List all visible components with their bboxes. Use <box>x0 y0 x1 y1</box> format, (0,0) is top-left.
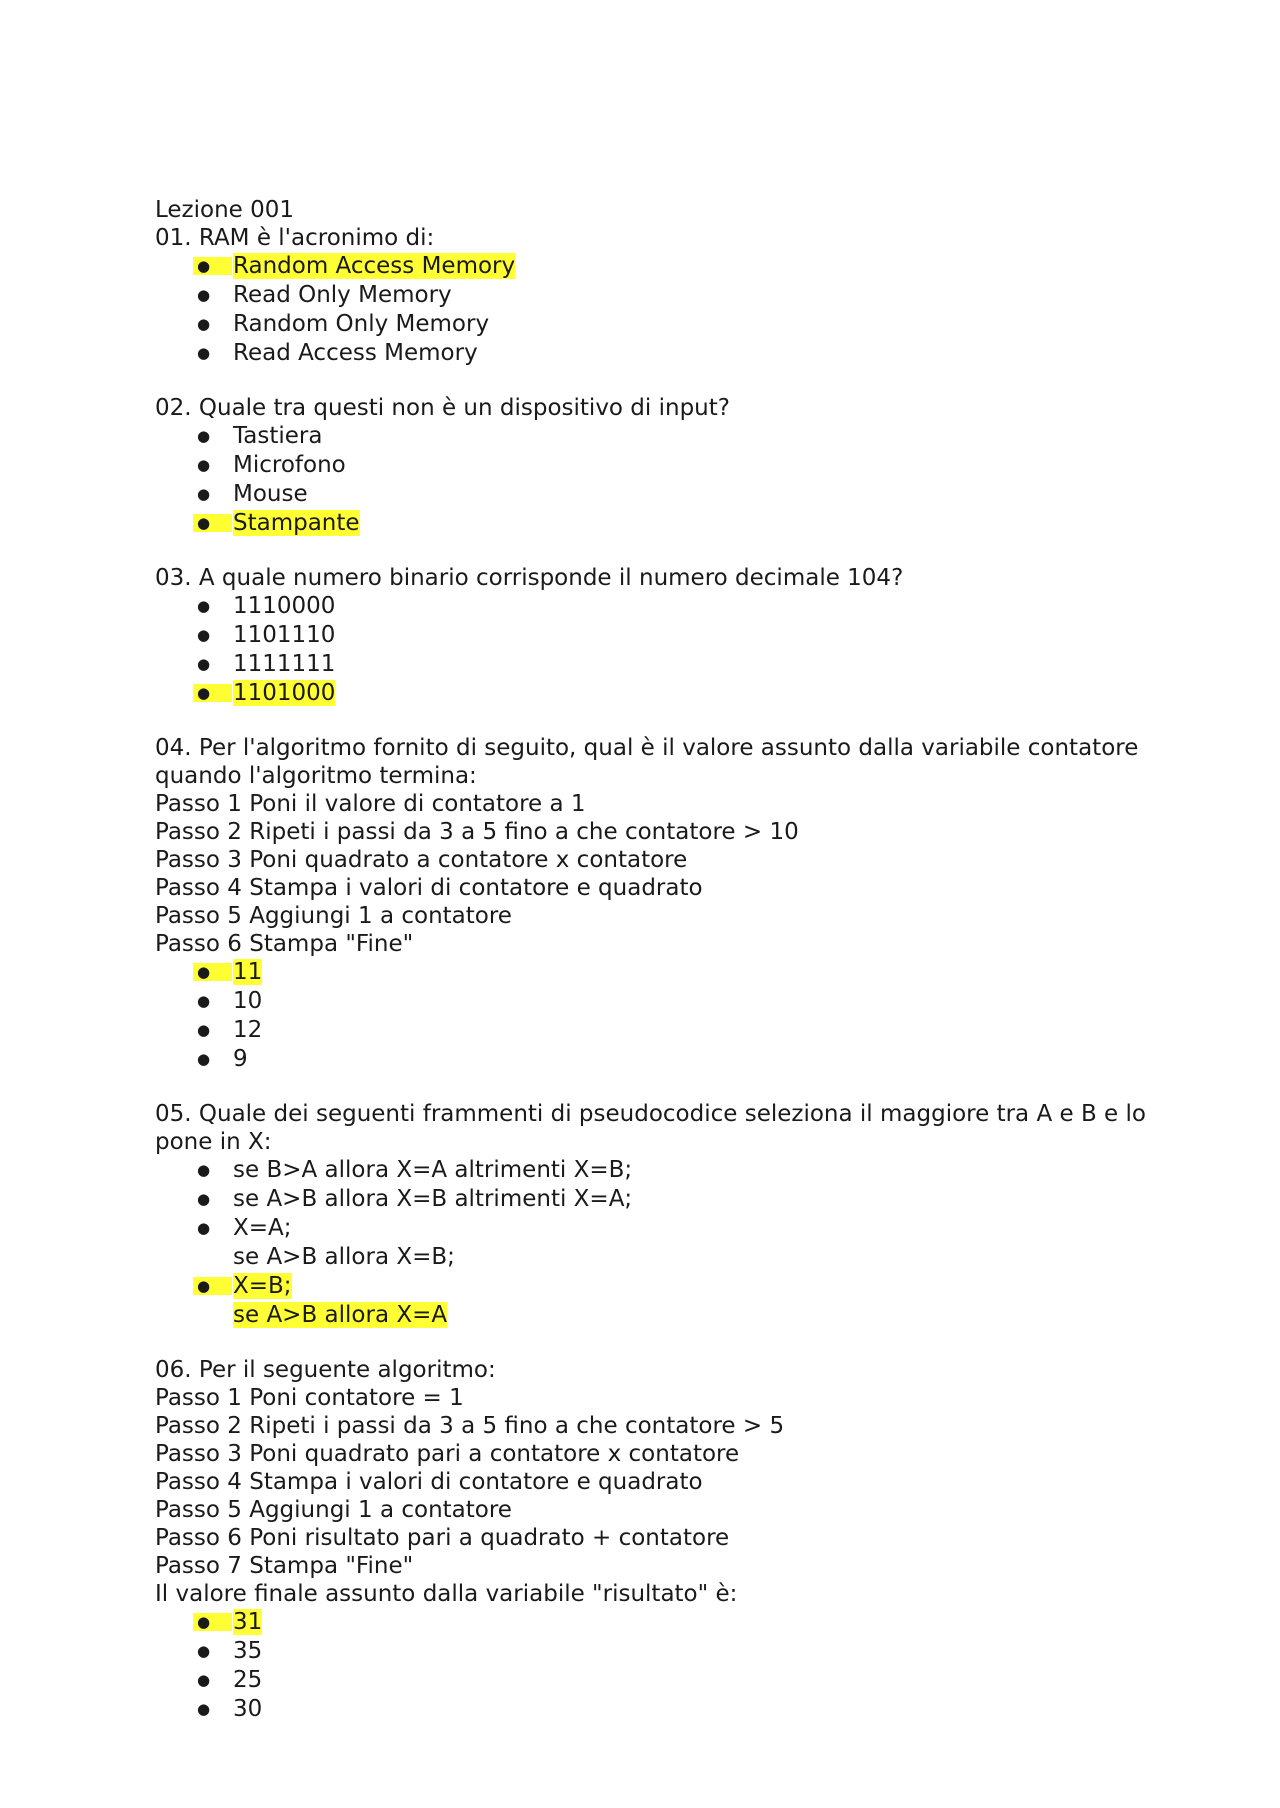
answer-option <box>155 1214 1135 1272</box>
answer-option-correct <box>155 1608 1135 1637</box>
bullet-icon: ● <box>197 679 233 710</box>
bullet-icon: ● <box>197 958 233 989</box>
bullet-icon: ● <box>197 427 211 445</box>
question-prompt-line: pone in X: <box>155 1129 272 1155</box>
question-prompt-line: Passo 4 Stampa i valori di contatore e quadrato <box>155 875 703 901</box>
question-prompt-line: Passo 1 Poni contatore = 1 <box>155 1385 464 1411</box>
bullet-icon: ● <box>197 655 211 673</box>
answer-option <box>155 310 1135 339</box>
bullet-icon: ● <box>197 1161 211 1179</box>
bullet-icon: ● <box>197 1608 233 1639</box>
question-block <box>155 1356 1135 1724</box>
answer-option-text: 12 <box>233 1017 263 1043</box>
question-prompt-line: 02. Quale tra questi non è un dispositivo di input? <box>155 395 730 421</box>
answer-option-text: 1101110 <box>233 622 336 648</box>
answer-option <box>155 339 1135 368</box>
answer-option-text: X=A; <box>233 1215 292 1241</box>
answer-option-correct <box>155 1272 1135 1330</box>
bullet-icon: ● <box>197 626 211 644</box>
bullet-icon: ● <box>197 485 211 503</box>
question-list <box>155 224 1146 1724</box>
lesson-title: Lezione 001 <box>155 197 295 223</box>
question-prompt-line: Passo 2 Ripeti i passi da 3 a 5 fino a che contatore > 10 <box>155 819 799 845</box>
answer-option <box>155 592 1135 621</box>
question-prompt-line: Passo 7 Stampa "Fine" <box>155 1553 414 1579</box>
bullet-icon: ● <box>197 315 211 333</box>
bullet-icon: ● <box>197 1700 211 1718</box>
answer-option <box>155 621 1135 650</box>
answer-option-text: 25 <box>233 1667 263 1693</box>
answer-option-text: Random Access Memory <box>233 253 516 279</box>
bullet-icon: ● <box>197 992 211 1010</box>
answer-option-text: Read Only Memory <box>233 282 452 308</box>
answer-option <box>155 1637 1135 1666</box>
bullet-icon: ● <box>197 597 211 615</box>
answer-option-correct <box>155 509 1135 538</box>
bullet-icon: ● <box>197 1671 211 1689</box>
bullet-icon: ● <box>197 1021 211 1039</box>
answer-options <box>155 1608 1135 1724</box>
question-prompt-line: 01. RAM è l'acronimo di: <box>155 225 435 251</box>
bullet-icon: ● <box>197 1219 211 1237</box>
question-prompt-line: Passo 5 Aggiungi 1 a contatore <box>155 1497 512 1523</box>
bullet-icon: ● <box>197 252 233 283</box>
question-prompt-line: Passo 6 Stampa "Fine" <box>155 931 414 957</box>
answer-option-text: 10 <box>233 988 263 1014</box>
answer-option-text: 9 <box>233 1046 248 1072</box>
bullet-icon: ● <box>197 1050 211 1068</box>
answer-option <box>155 1695 1135 1724</box>
answer-option-text: 1111111 <box>233 651 336 677</box>
bullet-icon: ● <box>197 1190 211 1208</box>
answer-options <box>155 958 1135 1074</box>
question-prompt-line: 05. Quale dei seguenti frammenti di pseudocodice seleziona il maggiore tra A e B e lo <box>155 1101 1146 1127</box>
answer-option-text: Mouse <box>233 481 308 507</box>
answer-option <box>155 281 1135 310</box>
question-block <box>155 734 1139 1074</box>
answer-option <box>155 1156 1135 1185</box>
answer-option-text: Read Access Memory <box>233 340 478 366</box>
bullet-icon: ● <box>197 509 233 540</box>
question-block <box>155 564 1135 708</box>
answer-option-text: X=B; <box>233 1273 292 1299</box>
bullet-icon: ● <box>197 344 211 362</box>
question-prompt-line: Passo 1 Poni il valore di contatore a 1 <box>155 791 586 817</box>
answer-option-text: 31 <box>233 1609 263 1635</box>
question-prompt-line: 06. Per il seguente algoritmo: <box>155 1357 496 1383</box>
answer-option-text: 11 <box>233 959 263 985</box>
answer-option-text: 30 <box>233 1696 263 1722</box>
bullet-icon: ● <box>197 456 211 474</box>
question-prompt-line: Passo 4 Stampa i valori di contatore e quadrato <box>155 1469 703 1495</box>
question-prompt-line: Passo 5 Aggiungi 1 a contatore <box>155 903 512 929</box>
answer-option-text: Random Only Memory <box>233 311 490 337</box>
question-block <box>155 394 1135 538</box>
answer-option <box>155 1185 1135 1214</box>
question-prompt-line: Passo 6 Poni risultato pari a quadrato + contatore <box>155 1525 730 1551</box>
answer-option-text: se A>B allora X=A <box>233 1302 448 1328</box>
answer-option-text: 1101000 <box>233 680 336 706</box>
answer-option <box>155 1666 1135 1695</box>
question-prompt-line: 04. Per l'algoritmo fornito di seguito, qual è il valore assunto dalla variabile contatore <box>155 735 1139 761</box>
answer-options <box>155 422 1135 538</box>
answer-option-text: Tastiera <box>233 423 323 449</box>
question-prompt-line: quando l'algoritmo termina: <box>155 763 477 789</box>
question-block <box>155 224 1135 368</box>
question-block <box>155 1100 1146 1330</box>
document-page <box>155 196 1146 1750</box>
question-prompt-line: Il valore finale assunto dalla variabile "risultato" è: <box>155 1581 738 1607</box>
answer-option-text: se A>B allora X=B altrimenti X=A; <box>233 1186 633 1212</box>
answer-option-correct <box>155 252 1135 281</box>
answer-option <box>155 480 1135 509</box>
answer-option-text: se B>A allora X=A altrimenti X=B; <box>233 1157 633 1183</box>
answer-option <box>155 987 1135 1016</box>
answer-option-correct <box>155 679 1135 708</box>
answer-options <box>155 252 1135 368</box>
question-prompt-line: Passo 2 Ripeti i passi da 3 a 5 fino a che contatore > 5 <box>155 1413 785 1439</box>
answer-options <box>155 592 1135 708</box>
answer-option-text: 35 <box>233 1638 263 1664</box>
bullet-icon: ● <box>197 1272 233 1303</box>
answer-option <box>155 1016 1135 1045</box>
answer-option <box>155 422 1135 451</box>
question-prompt-line: Passo 3 Poni quadrato a contatore x contatore <box>155 847 688 873</box>
answer-option-text: Stampante <box>233 510 360 536</box>
answer-option-text: Microfono <box>233 452 346 478</box>
bullet-icon: ● <box>197 286 211 304</box>
answer-option <box>155 451 1135 480</box>
answer-option-text: 1110000 <box>233 593 336 619</box>
answer-option <box>155 1045 1135 1074</box>
bullet-icon: ● <box>197 1642 211 1660</box>
answer-option-text: se A>B allora X=B; <box>233 1244 455 1270</box>
answer-option <box>155 650 1135 679</box>
question-prompt-line: Passo 3 Poni quadrato pari a contatore x contatore <box>155 1441 740 1467</box>
question-prompt-line: 03. A quale numero binario corrisponde il numero decimale 104? <box>155 565 904 591</box>
answer-option-correct <box>155 958 1135 987</box>
answer-options <box>155 1156 1135 1330</box>
